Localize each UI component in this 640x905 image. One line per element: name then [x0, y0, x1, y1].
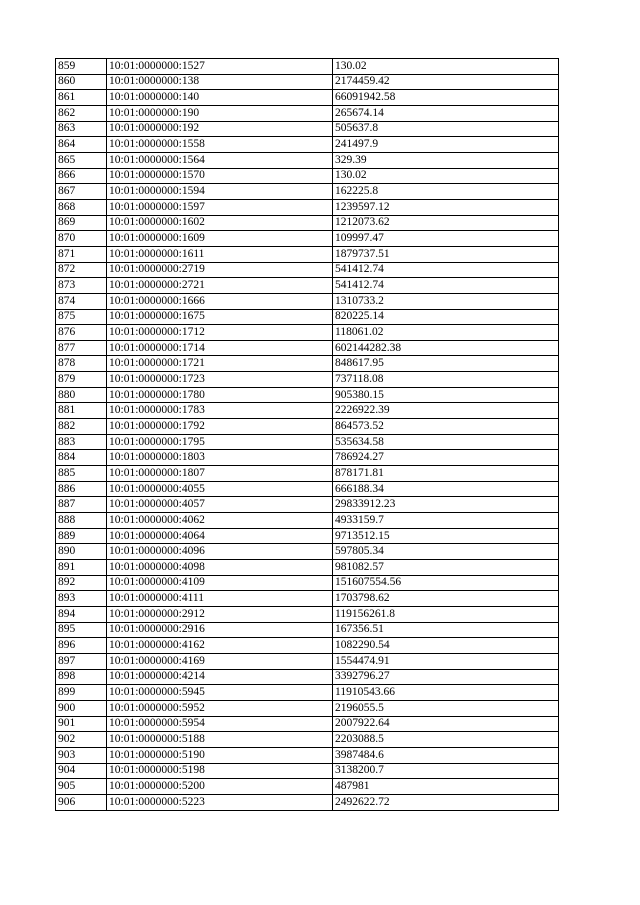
value-cell: 109997.47 [333, 231, 559, 247]
cadastral-number-cell: 10:01:0000000:4109 [107, 575, 333, 591]
table-row [56, 356, 559, 372]
table-row [56, 434, 559, 450]
row-number-cell: 878 [56, 356, 107, 372]
table-row [56, 215, 559, 231]
row-number-cell: 901 [56, 716, 107, 732]
value-cell: 29833912.23 [333, 497, 559, 513]
row-number-cell: 877 [56, 340, 107, 356]
table-row [56, 387, 559, 403]
cadastral-number-cell: 10:01:0000000:138 [107, 74, 333, 90]
row-number-cell: 895 [56, 622, 107, 638]
cadastral-number-cell: 10:01:0000000:5954 [107, 716, 333, 732]
value-cell: 3987484.6 [333, 747, 559, 763]
table-row [56, 59, 559, 75]
cadastral-number-cell: 10:01:0000000:4098 [107, 560, 333, 576]
table-row [56, 794, 559, 810]
value-cell: 2174459.42 [333, 74, 559, 90]
table-row [56, 168, 559, 184]
row-number-cell: 873 [56, 278, 107, 294]
table-row [56, 763, 559, 779]
value-cell: 981082.57 [333, 560, 559, 576]
table-row [56, 653, 559, 669]
value-cell: 4933159.7 [333, 513, 559, 529]
cadastral-number-cell: 10:01:0000000:1723 [107, 372, 333, 388]
cadastral-number-cell: 10:01:0000000:1803 [107, 450, 333, 466]
row-number-cell: 882 [56, 419, 107, 435]
table-row [56, 262, 559, 278]
value-cell: 3392796.27 [333, 669, 559, 685]
row-number-cell: 884 [56, 450, 107, 466]
table-row [56, 560, 559, 576]
row-number-cell: 864 [56, 137, 107, 153]
value-cell: 878171.81 [333, 466, 559, 482]
value-cell: 820225.14 [333, 309, 559, 325]
cadastral-number-cell: 10:01:0000000:4057 [107, 497, 333, 513]
value-cell: 1082290.54 [333, 638, 559, 654]
row-number-cell: 897 [56, 653, 107, 669]
value-cell: 118061.02 [333, 325, 559, 341]
value-cell: 151607554.56 [333, 575, 559, 591]
row-number-cell: 896 [56, 638, 107, 654]
table-row [56, 669, 559, 685]
row-number-cell: 880 [56, 387, 107, 403]
row-number-cell: 887 [56, 497, 107, 513]
row-number-cell: 905 [56, 779, 107, 795]
value-cell: 541412.74 [333, 278, 559, 294]
row-number-cell: 868 [56, 199, 107, 215]
table-row [56, 152, 559, 168]
value-cell: 905380.15 [333, 387, 559, 403]
value-cell: 737118.08 [333, 372, 559, 388]
table-row [56, 591, 559, 607]
table-row [56, 779, 559, 795]
value-cell: 505637.8 [333, 121, 559, 137]
value-cell: 11910543.66 [333, 685, 559, 701]
cadastral-number-cell: 10:01:0000000:1795 [107, 434, 333, 450]
value-cell: 329.39 [333, 152, 559, 168]
cadastral-number-cell: 10:01:0000000:5945 [107, 685, 333, 701]
cadastral-number-cell: 10:01:0000000:140 [107, 90, 333, 106]
cadastral-number-cell: 10:01:0000000:1792 [107, 419, 333, 435]
value-cell: 241497.9 [333, 137, 559, 153]
row-number-cell: 902 [56, 732, 107, 748]
table-body [56, 59, 559, 811]
cadastral-number-cell: 10:01:0000000:1611 [107, 246, 333, 262]
table-row [56, 528, 559, 544]
row-number-cell: 899 [56, 685, 107, 701]
row-number-cell: 870 [56, 231, 107, 247]
row-number-cell: 869 [56, 215, 107, 231]
row-number-cell: 862 [56, 105, 107, 121]
value-cell: 1310733.2 [333, 293, 559, 309]
data-table [55, 58, 559, 811]
table-row [56, 685, 559, 701]
cadastral-number-cell: 10:01:0000000:4064 [107, 528, 333, 544]
table-row [56, 278, 559, 294]
value-cell: 167356.51 [333, 622, 559, 638]
table-row [56, 419, 559, 435]
value-cell: 487981 [333, 779, 559, 795]
value-cell: 130.02 [333, 59, 559, 75]
table-row [56, 513, 559, 529]
cadastral-number-cell: 10:01:0000000:1564 [107, 152, 333, 168]
row-number-cell: 885 [56, 466, 107, 482]
row-number-cell: 886 [56, 481, 107, 497]
value-cell: 864573.52 [333, 419, 559, 435]
row-number-cell: 893 [56, 591, 107, 607]
row-number-cell: 890 [56, 544, 107, 560]
table-row [56, 309, 559, 325]
table-row [56, 340, 559, 356]
cadastral-number-cell: 10:01:0000000:2719 [107, 262, 333, 278]
value-cell: 848617.95 [333, 356, 559, 372]
table-row [56, 622, 559, 638]
table-row [56, 716, 559, 732]
cadastral-number-cell: 10:01:0000000:1594 [107, 184, 333, 200]
row-number-cell: 866 [56, 168, 107, 184]
row-number-cell: 900 [56, 700, 107, 716]
value-cell: 2226922.39 [333, 403, 559, 419]
cadastral-number-cell: 10:01:0000000:4111 [107, 591, 333, 607]
row-number-cell: 861 [56, 90, 107, 106]
cadastral-number-cell: 10:01:0000000:5952 [107, 700, 333, 716]
row-number-cell: 860 [56, 74, 107, 90]
value-cell: 265674.14 [333, 105, 559, 121]
table-row [56, 466, 559, 482]
table-row [56, 184, 559, 200]
value-cell: 130.02 [333, 168, 559, 184]
table-row [56, 747, 559, 763]
cadastral-number-cell: 10:01:0000000:5190 [107, 747, 333, 763]
cadastral-number-cell: 10:01:0000000:1597 [107, 199, 333, 215]
cadastral-number-cell: 10:01:0000000:4055 [107, 481, 333, 497]
cadastral-number-cell: 10:01:0000000:190 [107, 105, 333, 121]
row-number-cell: 894 [56, 606, 107, 622]
cadastral-number-cell: 10:01:0000000:1558 [107, 137, 333, 153]
value-cell: 666188.34 [333, 481, 559, 497]
cadastral-number-cell: 10:01:0000000:1807 [107, 466, 333, 482]
value-cell: 597805.34 [333, 544, 559, 560]
table-row [56, 497, 559, 513]
table-row [56, 732, 559, 748]
row-number-cell: 883 [56, 434, 107, 450]
cadastral-number-cell: 10:01:0000000:4169 [107, 653, 333, 669]
cadastral-number-cell: 10:01:0000000:1609 [107, 231, 333, 247]
cadastral-number-cell: 10:01:0000000:5188 [107, 732, 333, 748]
table-row [56, 372, 559, 388]
cadastral-number-cell: 10:01:0000000:1675 [107, 309, 333, 325]
cadastral-number-cell: 10:01:0000000:5223 [107, 794, 333, 810]
table-row [56, 199, 559, 215]
row-number-cell: 863 [56, 121, 107, 137]
table-row [56, 74, 559, 90]
table-row [56, 325, 559, 341]
value-cell: 602144282.38 [333, 340, 559, 356]
value-cell: 535634.58 [333, 434, 559, 450]
row-number-cell: 891 [56, 560, 107, 576]
table-row [56, 90, 559, 106]
value-cell: 541412.74 [333, 262, 559, 278]
cadastral-number-cell: 10:01:0000000:1602 [107, 215, 333, 231]
row-number-cell: 859 [56, 59, 107, 75]
cadastral-number-cell: 10:01:0000000:1666 [107, 293, 333, 309]
cadastral-number-cell: 10:01:0000000:1527 [107, 59, 333, 75]
row-number-cell: 898 [56, 669, 107, 685]
table-row [56, 575, 559, 591]
cadastral-number-cell: 10:01:0000000:5198 [107, 763, 333, 779]
row-number-cell: 904 [56, 763, 107, 779]
cadastral-number-cell: 10:01:0000000:4096 [107, 544, 333, 560]
value-cell: 2007922.64 [333, 716, 559, 732]
value-cell: 1879737.51 [333, 246, 559, 262]
table-row [56, 293, 559, 309]
value-cell: 1703798.62 [333, 591, 559, 607]
table-row [56, 403, 559, 419]
row-number-cell: 865 [56, 152, 107, 168]
row-number-cell: 892 [56, 575, 107, 591]
table-row [56, 606, 559, 622]
row-number-cell: 874 [56, 293, 107, 309]
value-cell: 66091942.58 [333, 90, 559, 106]
value-cell: 9713512.15 [333, 528, 559, 544]
cadastral-number-cell: 10:01:0000000:2721 [107, 278, 333, 294]
cadastral-number-cell: 10:01:0000000:1570 [107, 168, 333, 184]
cadastral-number-cell: 10:01:0000000:1712 [107, 325, 333, 341]
table-row [56, 231, 559, 247]
value-cell: 2492622.72 [333, 794, 559, 810]
table-row [56, 121, 559, 137]
cadastral-number-cell: 10:01:0000000:192 [107, 121, 333, 137]
value-cell: 119156261.8 [333, 606, 559, 622]
table-row [56, 246, 559, 262]
table-row [56, 638, 559, 654]
table-row [56, 700, 559, 716]
cadastral-number-cell: 10:01:0000000:2916 [107, 622, 333, 638]
cadastral-number-cell: 10:01:0000000:4214 [107, 669, 333, 685]
cadastral-number-cell: 10:01:0000000:1714 [107, 340, 333, 356]
table-row [56, 544, 559, 560]
value-cell: 1212073.62 [333, 215, 559, 231]
row-number-cell: 872 [56, 262, 107, 278]
cadastral-number-cell: 10:01:0000000:1783 [107, 403, 333, 419]
value-cell: 786924.27 [333, 450, 559, 466]
row-number-cell: 876 [56, 325, 107, 341]
value-cell: 3138200.7 [333, 763, 559, 779]
row-number-cell: 871 [56, 246, 107, 262]
table-row [56, 481, 559, 497]
row-number-cell: 889 [56, 528, 107, 544]
cadastral-number-cell: 10:01:0000000:1721 [107, 356, 333, 372]
row-number-cell: 888 [56, 513, 107, 529]
row-number-cell: 879 [56, 372, 107, 388]
row-number-cell: 906 [56, 794, 107, 810]
table-row [56, 450, 559, 466]
table-row [56, 137, 559, 153]
row-number-cell: 903 [56, 747, 107, 763]
value-cell: 162225.8 [333, 184, 559, 200]
row-number-cell: 881 [56, 403, 107, 419]
row-number-cell: 875 [56, 309, 107, 325]
row-number-cell: 867 [56, 184, 107, 200]
value-cell: 1554474.91 [333, 653, 559, 669]
value-cell: 2196055.5 [333, 700, 559, 716]
cadastral-number-cell: 10:01:0000000:2912 [107, 606, 333, 622]
cadastral-number-cell: 10:01:0000000:5200 [107, 779, 333, 795]
cadastral-number-cell: 10:01:0000000:1780 [107, 387, 333, 403]
value-cell: 2203088.5 [333, 732, 559, 748]
cadastral-number-cell: 10:01:0000000:4162 [107, 638, 333, 654]
table-row [56, 105, 559, 121]
value-cell: 1239597.12 [333, 199, 559, 215]
cadastral-number-cell: 10:01:0000000:4062 [107, 513, 333, 529]
